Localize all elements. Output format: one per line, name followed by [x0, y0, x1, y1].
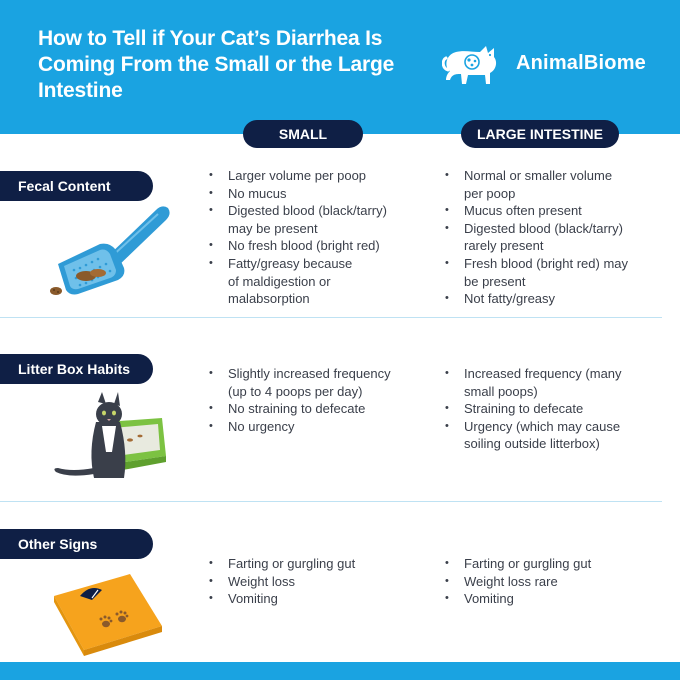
brand-name: AnimalBiome: [516, 52, 647, 74]
list-item: • No straining to defecate: [208, 400, 418, 418]
list-item: • Urgency (which may cause soiling outside litterbox): [444, 418, 640, 453]
cat-litterbox-icon: [48, 392, 170, 486]
list-item: • Not fatty/greasy: [444, 290, 640, 308]
other-signs-large-list: [444, 555, 654, 608]
row-label-fecal-content: Fecal Content: [0, 171, 153, 201]
header-banner: [0, 0, 680, 134]
list-item: • Fatty/greasy because of maldigestion or malabsorption: [208, 255, 356, 308]
list-item: • Vomiting: [208, 590, 418, 608]
list-item: • Weight loss rare: [444, 573, 654, 591]
row-label-other-signs: Other Signs: [0, 529, 153, 559]
litter-box-small-list: [208, 365, 418, 435]
list-item: • Weight loss: [208, 573, 418, 591]
fecal-content-small-list: [208, 167, 408, 308]
list-item: • No urgency: [208, 418, 418, 436]
page-title: How to Tell if Your Cat’s Diarrhea Is Coming From the Small or the Large Intestine: [38, 27, 395, 102]
list-item: • Straining to defecate: [444, 400, 654, 418]
list-item: • Farting or gurgling gut: [444, 555, 654, 573]
other-signs-small-list: [208, 555, 418, 608]
fecal-content-large-list: [444, 167, 640, 308]
row-divider: [0, 317, 662, 318]
list-item: • Digested blood (black/tarry) rarely present: [444, 220, 640, 255]
litter-box-large-list: [444, 365, 654, 453]
list-item: • Slightly increased frequency (up to 4 poops per day): [208, 365, 408, 400]
column-header-small-intestine: SMALL INTESTINE: [243, 120, 363, 148]
cat-logo-icon: [442, 40, 514, 88]
list-item: • Vomiting: [444, 590, 654, 608]
weight-scale-icon: [50, 570, 166, 656]
row-divider: [0, 501, 662, 502]
brand-logo: [442, 40, 647, 88]
list-item: • Normal or smaller volume per poop: [444, 167, 632, 202]
list-item: • No fresh blood (bright red): [208, 237, 408, 255]
list-item: • Increased frequency (many small poops): [444, 365, 636, 400]
list-item: • Farting or gurgling gut: [208, 555, 418, 573]
litter-scoop-icon: [44, 198, 174, 300]
footer-bar: [0, 662, 680, 680]
row-label-litter-box-habits: Litter Box Habits: [0, 354, 153, 384]
list-item: • Mucus often present: [444, 202, 640, 220]
list-item: • Fresh blood (bright red) may be present: [444, 255, 632, 290]
column-header-large-intestine: LARGE INTESTINE: [461, 120, 619, 148]
list-item: • No mucus: [208, 185, 408, 203]
list-item: • Larger volume per poop: [208, 167, 408, 185]
list-item: • Digested blood (black/tarry) may be present: [208, 202, 408, 237]
